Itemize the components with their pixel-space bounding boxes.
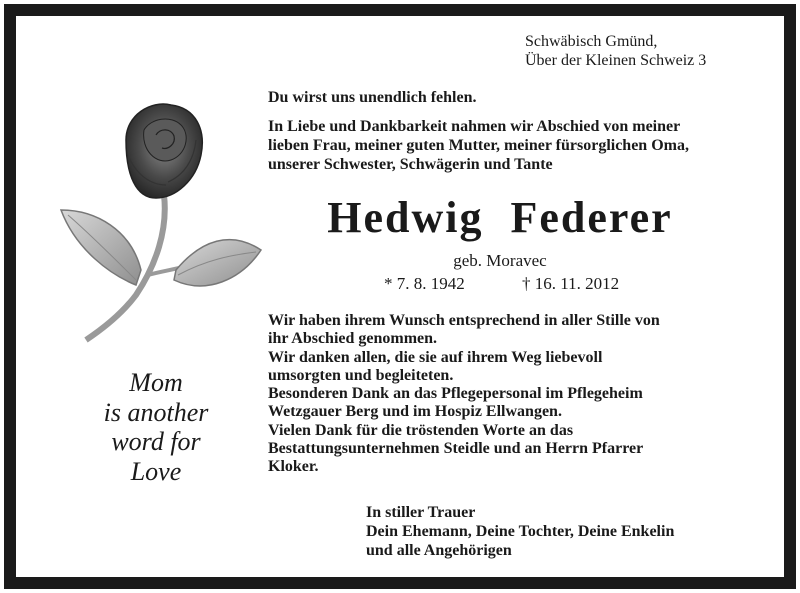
thanks-line: umsorgten und begleiteten. (268, 366, 454, 384)
poem-line: word for (111, 427, 201, 456)
thanks-line: Wir haben ihrem Wunsch entsprechend in aller Stille von (268, 312, 660, 329)
thanks-line: ihr Abschied genommen. (268, 330, 438, 348)
birth-date: * 7. 8. 1942 (384, 274, 465, 293)
thanks-line: Kloker. (268, 458, 319, 476)
poem-line: Mom (129, 368, 183, 397)
poem-line: is another (103, 397, 209, 427)
address-city: Schwäbisch Gmünd, (525, 33, 658, 50)
farewell-line: lieben Frau, meiner guten Mutter, meiner fürsorglichen Oma, (268, 137, 689, 154)
closing-line: Dein Ehemann, Deine Tochter, Deine Enkelin (366, 523, 675, 540)
thanks-line: Vielen Dank für die tröstenden Worte an das (268, 421, 574, 439)
death-date: † 16. 11. 2012 (522, 274, 620, 293)
thanks-text (268, 312, 660, 477)
poem (76, 368, 236, 486)
maiden-name: geb. Moravec (453, 251, 547, 270)
poem-line: Love (130, 456, 182, 486)
closing-line: In stiller Trauer (366, 504, 476, 521)
farewell-line: unserer Schwester, Schwägerin und Tante (268, 156, 553, 173)
closing-line: und alle Angehörigen (366, 542, 512, 559)
thanks-line: Wir danken allen, die sie auf ihrem Weg liebevoll (268, 348, 603, 366)
address (525, 32, 706, 70)
farewell-text (268, 117, 689, 174)
closing-signature (366, 503, 674, 560)
thanks-line: Besonderen Dank an das Pflegepersonal im Pflegeheim (268, 385, 643, 403)
deceased-name: Hedwig Federer (327, 193, 673, 242)
intro-line: Du wirst uns unendlich fehlen. (268, 89, 477, 106)
address-street: Über der Kleinen Schweiz 3 (525, 52, 707, 69)
rose-icon (56, 100, 266, 345)
thanks-line: Bestattungsunternehmen Steidle und an Herrn Pfarrer (268, 440, 644, 458)
farewell-line: In Liebe und Dankbarkeit nahmen wir Abschied von meiner (268, 118, 681, 135)
thanks-line: Wetzgauer Berg und im Hospiz Ellwangen. (268, 403, 562, 421)
